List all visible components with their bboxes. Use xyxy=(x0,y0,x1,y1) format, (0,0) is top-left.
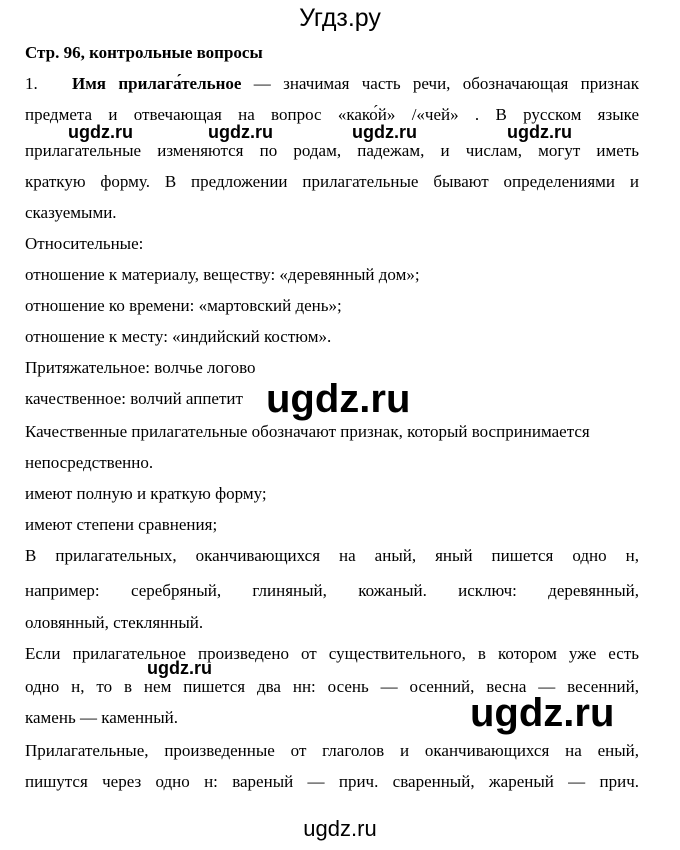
qualitative-desc-4: имеют степени сравнения; xyxy=(25,515,218,534)
watermark: ugdz.ru xyxy=(208,122,273,142)
rule-line-7: Прилагательные, произведенные от глаголов и оканчивающихся на еный, xyxy=(25,741,639,760)
qualitative-desc-3: имеют полную и краткую форму; xyxy=(25,484,267,503)
page-heading: Стр. 96, контрольные вопросы xyxy=(25,43,263,62)
qualitative-desc-2: непосредственно. xyxy=(25,453,154,472)
rule-line-5: одно н, то в нем пишется два нн: осень — осенний, весна — весенний, xyxy=(25,677,639,696)
possessive-line: Притяжательное: волчье логово xyxy=(25,358,256,377)
qualitative-line: качественное: волчий аппетит xyxy=(25,389,243,408)
rule-line-4: Если прилагательное произведено от существительного, в котором уже есть xyxy=(25,644,639,663)
item-1-line-4: краткую форму. В предложении прилагательные бывают определениями и xyxy=(25,172,639,191)
relative-title: Относительные: xyxy=(25,234,144,253)
relative-place: отношение к месту: «индийский костюм». xyxy=(25,327,332,346)
rule-line-2: например: серебряный, глиняный, кожаный. исключ: деревянный, xyxy=(25,581,639,600)
rule-line-1: В прилагательных, оканчивающихся на аный, яный пишется одно н, xyxy=(25,546,639,565)
relative-material: отношение к материалу, веществу: «деревянный дом»; xyxy=(25,265,420,284)
rule-line-8: пишутся через одно н: вареный — прич. сваренный, жареный — прич. xyxy=(25,772,639,791)
item-1-line-5: сказуемыми. xyxy=(25,203,117,222)
site-footer: ugdz.ru xyxy=(303,816,377,841)
item-1-line-1-text: — значимая часть речи, обозначающая признак xyxy=(241,74,639,93)
item-1-line-2: предмета и отвечающая на вопрос «како́й» /«чей» . В русском языке xyxy=(25,105,639,124)
rule-line-6: камень — каменный. xyxy=(25,708,179,727)
watermark: ugdz.ru xyxy=(147,658,212,678)
watermark-large: ugdz.ru xyxy=(266,377,411,421)
rule-line-3: оловянный, стеклянный. xyxy=(25,613,204,632)
qualitative-desc-1: Качественные прилагательные обозначают признак, который воспринимается xyxy=(25,422,590,441)
watermark-large: ugdz.ru xyxy=(470,691,615,735)
relative-time: отношение ко времени: «мартовский день»; xyxy=(25,296,342,315)
watermark: ugdz.ru xyxy=(68,122,133,142)
watermark: ugdz.ru xyxy=(507,122,572,142)
item-1-line-3: прилагательные изменяются по родам, падежам, и числам, могут иметь xyxy=(25,141,639,160)
site-header: Угдз.ру xyxy=(299,4,381,32)
item-number: 1. xyxy=(25,74,38,93)
item-term: Имя прилага́тельное xyxy=(72,74,242,93)
watermark: ugdz.ru xyxy=(352,122,417,142)
item-1-line-1 xyxy=(25,73,639,95)
